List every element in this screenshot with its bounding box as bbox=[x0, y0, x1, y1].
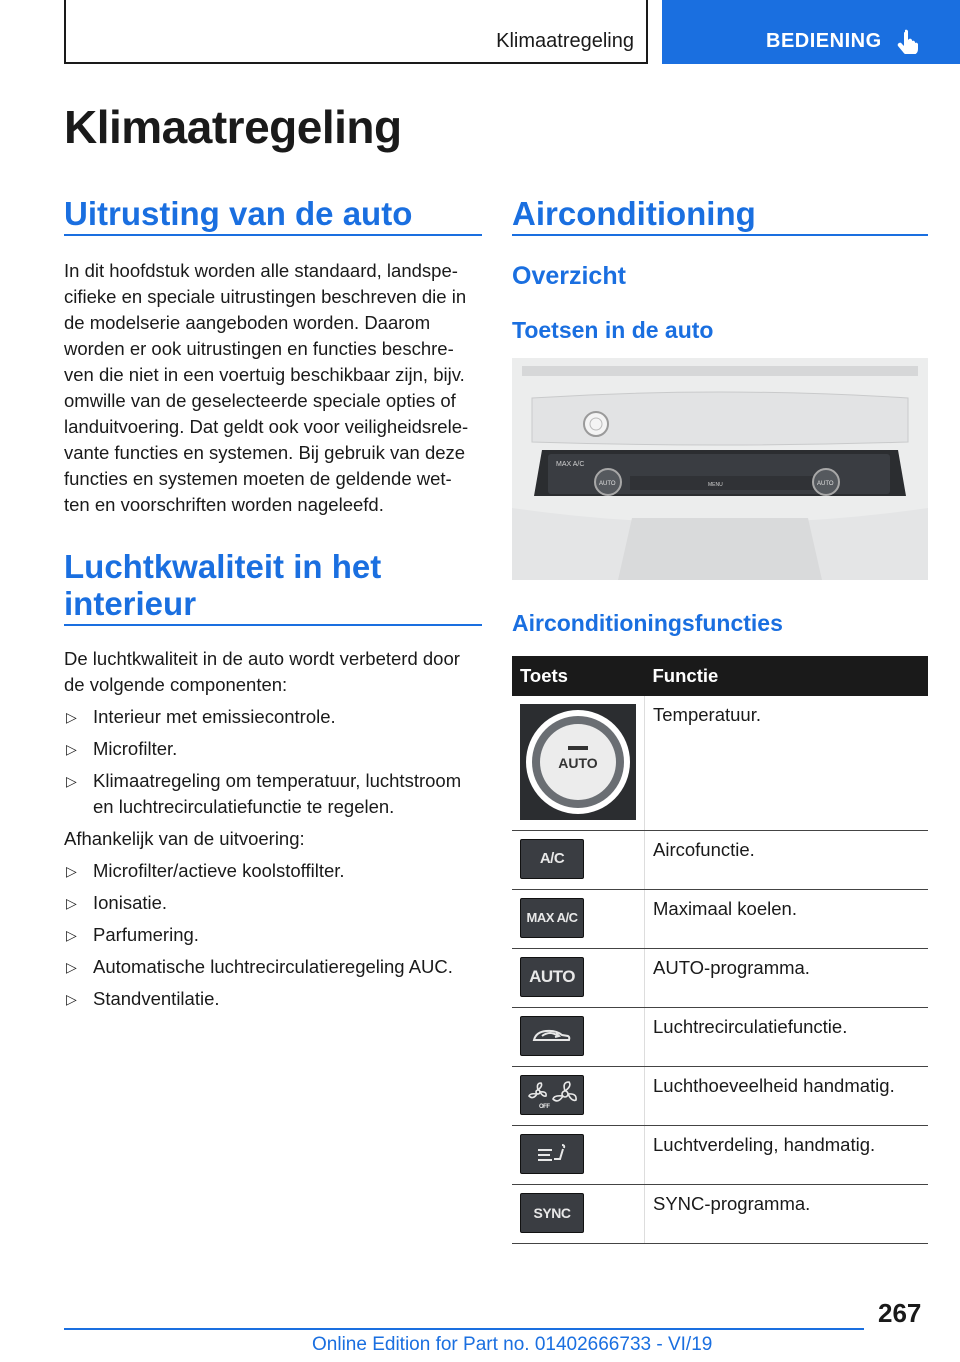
list-item-text: Ionisatie. bbox=[93, 892, 168, 913]
triangle-bullet-icon: ▷ bbox=[66, 709, 77, 725]
text-line: cifieke en speciale uitrustingen beschreven die in bbox=[64, 286, 467, 307]
list-item-text: Standventilatie. bbox=[93, 988, 220, 1009]
function-cell: Maximaal koelen. bbox=[645, 889, 929, 948]
list-item-text: en luchtrecirculatiefunctie te regelen. bbox=[93, 796, 395, 817]
triangle-bullet-icon: ▷ bbox=[66, 773, 77, 789]
dashboard-illustration bbox=[512, 358, 928, 580]
text-line: functies en systemen moeten de geldende wet- bbox=[64, 468, 452, 489]
table-row bbox=[512, 889, 928, 948]
text-line: de modelserie aangeboden worden. Daarom bbox=[64, 312, 431, 333]
text-line: de volgende componenten: bbox=[64, 674, 288, 695]
text-line: vante functies en systemen. Bij gebruik van deze bbox=[64, 442, 466, 463]
heading-overzicht: Overzicht bbox=[512, 262, 626, 290]
header-chapter-title: BEDIENING bbox=[766, 30, 882, 52]
fan-speed-icon bbox=[520, 1075, 584, 1115]
paragraph-uitvoering: Afhankelijk van de uitvoering: bbox=[64, 828, 305, 849]
fan-glyph-icon bbox=[525, 1080, 579, 1110]
car-recirculation-icon bbox=[530, 1024, 574, 1048]
key-cell bbox=[512, 1007, 645, 1066]
table-row bbox=[512, 830, 928, 889]
photo-label: MENU bbox=[708, 482, 723, 488]
table-row bbox=[512, 948, 928, 1007]
seat-airflow-icon bbox=[532, 1141, 572, 1167]
list-item bbox=[64, 922, 482, 948]
photo-label: MAX A/C bbox=[556, 461, 585, 468]
heading-rule bbox=[512, 234, 928, 236]
function-cell: Luchtverdeling, handmatig. bbox=[645, 1125, 929, 1184]
triangle-bullet-icon: ▷ bbox=[66, 741, 77, 757]
paragraph-luchtkwaliteit bbox=[64, 646, 482, 698]
header-section-title: Klimaatregeling bbox=[496, 30, 634, 52]
max-ac-button-icon bbox=[520, 898, 584, 938]
heading-airconditioning: Airconditioning bbox=[512, 195, 756, 232]
key-cell bbox=[512, 1066, 645, 1125]
running-header-chapter bbox=[662, 0, 960, 64]
functions-table bbox=[512, 656, 928, 1244]
text-line: De luchtkwaliteit in de auto wordt verbeterd door bbox=[64, 648, 460, 669]
hand-pointer-icon bbox=[896, 28, 922, 54]
photo-label: AUTO bbox=[817, 481, 834, 487]
triangle-bullet-icon: ▷ bbox=[66, 959, 77, 975]
key-cell bbox=[512, 830, 645, 889]
list-item bbox=[64, 986, 482, 1012]
footer-edition: Online Edition for Part no. 01402666733 - VI/19 bbox=[312, 1334, 713, 1355]
heading-airconditioningsfuncties: Airconditioningsfuncties bbox=[512, 610, 783, 636]
footer-rule bbox=[64, 1328, 864, 1330]
heading-line: Luchtkwaliteit in het bbox=[64, 548, 382, 585]
text-line: landuitvoering. Dat geldt ook voor veiligheidsrele- bbox=[64, 416, 469, 437]
table-row bbox=[512, 696, 928, 830]
column-header-toets: Toets bbox=[512, 656, 645, 696]
triangle-bullet-icon: ▷ bbox=[66, 991, 77, 1007]
running-header-section bbox=[64, 0, 648, 64]
key-label: AUTO bbox=[529, 966, 575, 986]
text-line: In dit hoofdstuk worden alle standaard, landspe- bbox=[64, 260, 458, 281]
page-number: 267 bbox=[878, 1298, 922, 1328]
function-cell: AUTO-programma. bbox=[645, 948, 929, 1007]
function-cell: Aircofunctie. bbox=[645, 830, 929, 889]
ac-button-icon bbox=[520, 839, 584, 879]
heading-line: interieur bbox=[64, 585, 197, 622]
auto-button-icon bbox=[520, 957, 584, 997]
key-cell bbox=[512, 948, 645, 1007]
climate-control-panel-photo bbox=[512, 358, 928, 580]
list-item-text: Parfumering. bbox=[93, 924, 199, 945]
function-cell: Luchtrecirculatiefunctie. bbox=[645, 1007, 929, 1066]
heading-luchtkwaliteit bbox=[64, 548, 381, 622]
list-item-text: Klimaatregeling om temperatuur, luchtstroom bbox=[93, 770, 462, 791]
table-header-row bbox=[512, 656, 928, 696]
heading-uitrusting: Uitrusting van de auto bbox=[64, 195, 413, 232]
list-item bbox=[64, 736, 482, 762]
option-list bbox=[64, 858, 482, 1018]
heading-rule bbox=[64, 234, 482, 236]
temperature-knob-icon bbox=[520, 704, 636, 820]
key-cell bbox=[512, 889, 645, 948]
key-cell bbox=[512, 1125, 645, 1184]
heading-toetsen: Toetsen in de auto bbox=[512, 317, 714, 343]
triangle-bullet-icon: ▷ bbox=[66, 895, 77, 911]
component-list bbox=[64, 704, 482, 826]
key-label: MAX A/C bbox=[526, 910, 578, 925]
table-row bbox=[512, 1007, 928, 1066]
key-cell bbox=[512, 696, 645, 830]
triangle-bullet-icon: ▷ bbox=[66, 863, 77, 879]
function-cell: Temperatuur. bbox=[645, 696, 929, 830]
list-item bbox=[64, 704, 482, 730]
list-item bbox=[64, 858, 482, 884]
list-item bbox=[64, 890, 482, 916]
list-item bbox=[64, 954, 482, 980]
list-item-text: Interieur met emissiecontrole. bbox=[93, 706, 336, 727]
heading-rule bbox=[64, 624, 482, 626]
list-item-text: Microfilter. bbox=[93, 738, 178, 759]
list-item bbox=[64, 768, 482, 820]
table-row bbox=[512, 1184, 928, 1243]
off-label: OFF bbox=[539, 1103, 550, 1110]
function-cell: Luchthoeveelheid handmatig. bbox=[645, 1066, 929, 1125]
key-label: A/C bbox=[539, 850, 565, 867]
list-item-text: Automatische luchtrecirculatieregeling AUC. bbox=[93, 956, 453, 977]
air-distribution-icon bbox=[520, 1134, 584, 1174]
paragraph-uitrusting bbox=[64, 258, 482, 518]
sync-button-icon bbox=[520, 1193, 584, 1233]
function-cell: SYNC-programma. bbox=[645, 1184, 929, 1243]
text-line: omwille van de geselecteerde speciale opties of bbox=[64, 390, 456, 411]
column-header-functie: Functie bbox=[645, 656, 929, 696]
list-item-text: Microfilter/actieve koolstoffilter. bbox=[93, 860, 345, 881]
text-line: worden er ook uitrustingen en functies beschre- bbox=[64, 338, 454, 359]
key-cell bbox=[512, 1184, 645, 1243]
triangle-bullet-icon: ▷ bbox=[66, 927, 77, 943]
photo-label: AUTO bbox=[599, 481, 616, 487]
page-title: Klimaatregeling bbox=[64, 101, 402, 153]
recirculation-icon bbox=[520, 1016, 584, 1056]
text-line: ven die niet in een voertuig beschikbaar zijn, bijv. bbox=[64, 364, 465, 385]
knob-label: AUTO bbox=[558, 755, 598, 771]
key-label: SYNC bbox=[533, 1204, 571, 1221]
table-row bbox=[512, 1066, 928, 1125]
text-line: ten en voorschriften worden nageleefd. bbox=[64, 494, 384, 515]
table-row bbox=[512, 1125, 928, 1184]
